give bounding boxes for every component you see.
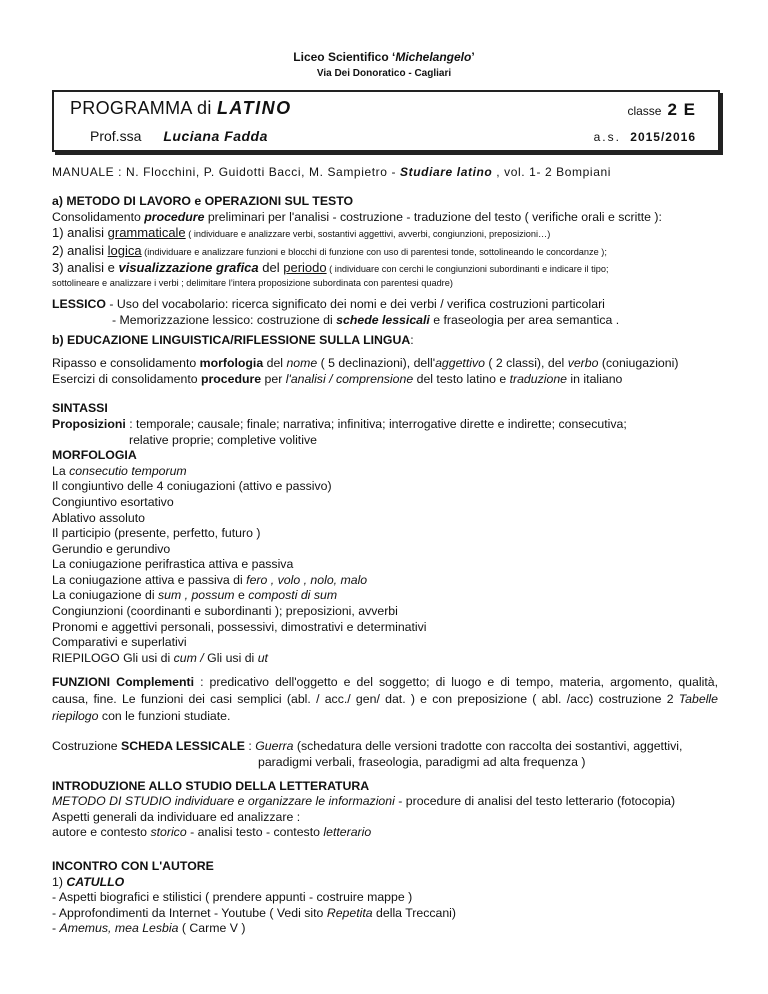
section-a-heading: a) METODO DI LAVORO e OPERAZIONI SUL TESTO — [52, 194, 354, 208]
text-span: preliminari per l'analisi - costruzione - traduzione del testo ( verifiche orali e scritte ): — [204, 209, 662, 224]
text-span: composti di sum — [248, 588, 338, 603]
proposizioni-line2: relative proprie; completive volitive — [129, 432, 317, 447]
item-logica — [52, 243, 718, 261]
list-item — [52, 921, 718, 937]
manuale-rest: , vol. 1- 2 Bompiani — [492, 165, 612, 179]
list-item — [52, 906, 718, 922]
text-span: La coniugazione attiva e passiva di — [52, 572, 247, 587]
list-item: Il congiuntivo delle 4 coniugazioni (attivo e passivo) — [52, 479, 332, 494]
text-span: della Treccani) — [372, 905, 457, 920]
text-span: - procedure di analisi del testo letterario (fotocopia) — [394, 794, 676, 809]
text-span: SCHEDA LESSICALE — [121, 739, 245, 754]
text-span: Repetita — [326, 905, 373, 920]
text-span: in italiano — [567, 371, 623, 386]
text-span: l'analisi / comprensione — [285, 371, 414, 386]
scheda-line — [52, 739, 718, 755]
text-span: Esercizi di consolidamento — [52, 371, 201, 386]
title-box — [52, 90, 720, 152]
school-suffix: ’ — [471, 50, 475, 64]
text-span: - — [52, 921, 60, 936]
list-item — [52, 464, 718, 480]
text-span: Guerra — [255, 739, 294, 754]
text-span: METODO DI STUDIO individuare e organizzare le informazioni — [52, 794, 395, 809]
manuale-title: Studiare latino — [400, 165, 493, 179]
list-item: Ablativo assoluto — [52, 510, 145, 525]
list-item: La coniugazione perifrastica attiva e passiva — [52, 557, 294, 572]
school-prefix: Liceo Scientifico ‘ — [293, 50, 396, 64]
text-span: e — [234, 588, 249, 603]
text-span: : — [244, 739, 256, 754]
item-grammaticale — [52, 225, 718, 243]
classe-value: 2 E — [667, 100, 696, 119]
text-span: Gli usi di — [203, 650, 258, 665]
text-span: 3) analisi e — [52, 260, 119, 276]
autore-catullo — [52, 875, 718, 891]
text-span: Costruzione — [52, 739, 122, 754]
item-periodo-cont: sottolineare e analizzare i verbi ; delimitare l’intera proposizione subordinata con parentesi quadre) — [52, 278, 453, 289]
school-name-italic: Michelangelo — [395, 50, 472, 64]
text-span: Proposizioni — [52, 416, 126, 431]
program-content — [52, 194, 718, 937]
list-item: - Aspetti biografici e stilistici ( prendere appunti - costruire mappe ) — [52, 890, 413, 905]
text-span: autore e contesto — [52, 825, 151, 840]
text-span: verbo — [567, 356, 599, 371]
teacher-info — [90, 128, 268, 144]
list-item: Congiuntivo esortativo — [52, 494, 174, 509]
text-span: : — [410, 332, 414, 347]
item-periodo — [52, 260, 718, 277]
school-address: Via Dei Donoratico - Cagliari — [316, 68, 452, 79]
text-span: fero , volo , nolo, malo — [246, 572, 368, 587]
section-a-intro — [52, 210, 718, 226]
as-value: 2015/2016 — [630, 130, 696, 144]
text-span: grammaticale — [107, 225, 186, 241]
text-span: - analisi testo - contesto — [186, 825, 324, 840]
list-item — [52, 573, 718, 589]
prof-label: Prof.ssa — [90, 128, 142, 144]
lessico-line1 — [52, 297, 718, 313]
sintassi-heading: SINTASSI — [52, 401, 108, 416]
proposizioni-line — [52, 417, 718, 433]
list-item: Il participio (presente, perfetto, futuro ) — [52, 526, 261, 541]
text-span: storico — [150, 825, 187, 840]
text-span: procedure — [144, 209, 205, 224]
prof-name: Luciana Fadda — [163, 128, 268, 144]
list-item — [52, 651, 718, 667]
school-year — [594, 130, 696, 144]
text-span: sum , possum — [157, 588, 235, 603]
text-span: La coniugazione di — [52, 588, 158, 603]
class-info — [627, 100, 696, 120]
autore-heading: INCONTRO CON L'AUTORE — [52, 859, 214, 873]
scheda-line2: paradigmi verbali, fraseologia, paradigmi ad alta frequenza ) — [258, 755, 586, 770]
list-item: Gerundio e gerundivo — [52, 541, 171, 556]
program-title — [70, 98, 292, 119]
section-b-heading — [52, 333, 718, 349]
manuale-text: MANUALE : N. Flocchini, P. Guidotti Bacci, M. Sampietro - — [52, 165, 401, 179]
morfologia-heading: MORFOLOGIA — [52, 448, 137, 463]
text-span: - Approfondimenti da Internet - Youtube ( Vedi sito — [52, 905, 327, 920]
text-span: periodo — [283, 260, 327, 276]
text-span: cum / — [173, 650, 204, 665]
text-span: : temporale; causale; finale; narrativa; infinitiva; interrogative dirette e indirette; consecutiva; — [125, 416, 627, 431]
section-b-line2 — [52, 372, 718, 388]
text-span: 1) — [52, 874, 67, 889]
intro-line1 — [52, 794, 718, 810]
text-span: 2) analisi — [52, 242, 108, 258]
intro-line2: Aspetti generali da individuare ed analizzare : — [52, 809, 301, 824]
text-span: con le funzioni studiate. — [98, 709, 231, 724]
text-span: RIEPILOGO Gli usi di — [52, 650, 174, 665]
as-label: a.s. — [593, 130, 621, 144]
text-span: ( 2 classi), del — [485, 356, 568, 371]
classe-label: classe — [627, 104, 662, 118]
section-b-line1 — [52, 356, 718, 372]
text-span: ( 5 declinazioni), dell' — [317, 356, 436, 371]
text-span: procedure — [201, 371, 262, 386]
text-span: b) EDUCAZIONE LINGUISTICA/RIFLESSIONE SULLA LINGUA — [52, 332, 411, 347]
text-span: letterario — [323, 825, 372, 840]
text-span: La — [52, 463, 70, 478]
lessico-label: LESSICO — [52, 297, 106, 312]
lessico-line2 — [52, 313, 718, 329]
text-span: per — [261, 371, 286, 386]
text-span: ut — [257, 650, 268, 665]
text-span: consecutio temporum — [69, 463, 187, 478]
text-span: logica — [107, 242, 142, 258]
text-span: ( Carme V ) — [178, 921, 246, 936]
programma-label: PROGRAMMA di — [70, 98, 212, 118]
funzioni-paragraph — [52, 674, 718, 725]
text-span: e fraseologia per area semantica . — [429, 312, 620, 327]
text-span: del — [263, 356, 287, 371]
text-span: nome — [286, 356, 318, 371]
school-name — [0, 50, 768, 64]
text-span: (schedatura delle versioni tradotte con raccolta dei sostantivi, aggettivi, — [293, 739, 683, 754]
text-span: del — [258, 260, 284, 276]
text-span: Amemus, mea Lesbia — [59, 921, 179, 936]
list-item — [52, 588, 718, 604]
text-span: CATULLO — [66, 874, 125, 889]
text-span: - Memorizzazione lessico: costruzione di — [112, 312, 337, 327]
text-span: - Uso del vocabolario: ricerca significato dei nomi e dei verbi / verifica costruzioni particolari — [105, 297, 605, 312]
intro-line3 — [52, 825, 718, 841]
text-span: 1) analisi — [52, 225, 108, 241]
text-span: aggettivo — [435, 356, 485, 371]
text-span: morfologia — [199, 356, 264, 371]
text-span: (coniugazioni) — [598, 356, 679, 371]
text-span: Ripasso e consolidamento — [52, 356, 200, 371]
text-span: FUNZIONI Complementi — [52, 675, 195, 690]
text-span: Consolidamento — [52, 209, 145, 224]
list-item: Comparativi e superlativi — [52, 635, 187, 650]
subject-name: LATINO — [216, 98, 292, 118]
text-span: ( individuare e analizzare verbi, sostantivi aggettivi, avverbi, congiunzioni, preposizioni…) — [185, 229, 551, 240]
text-span: schede lessicali — [336, 312, 430, 327]
text-span: Tabelle riepilogo — [52, 692, 718, 724]
text-span: : predicativo dell'oggetto e del soggetto; di luogo e di tempo, materia, argomento, qualità, causa, fine. Le funzioni dei casi semplici (abl. / acc./ gen/ dat. ) e con preposizione ( abl. /acc) costruzione 2 — [52, 675, 718, 707]
list-item: Congiunzioni (coordinanti e subordinanti ); preposizioni, avverbi — [52, 604, 398, 619]
text-span: ( individuare con cerchi le congiunzioni subordinanti e indicare il tipo; — [326, 264, 609, 275]
list-item: Pronomi e aggettivi personali, possessivi, dimostrativi e determinativi — [52, 619, 427, 634]
textbook-line — [52, 165, 611, 179]
text-span: visualizzazione grafica — [118, 260, 259, 276]
text-span: traduzione — [509, 371, 568, 386]
text-span: (individuare e analizzare funzioni e blocchi di funzione con uso di parentesi tonde, sottolineando le concordanze ); — [141, 246, 607, 257]
text-span: del testo latino e — [413, 371, 510, 386]
intro-heading: INTRODUZIONE ALLO STUDIO DELLA LETTERATURA — [52, 778, 370, 793]
